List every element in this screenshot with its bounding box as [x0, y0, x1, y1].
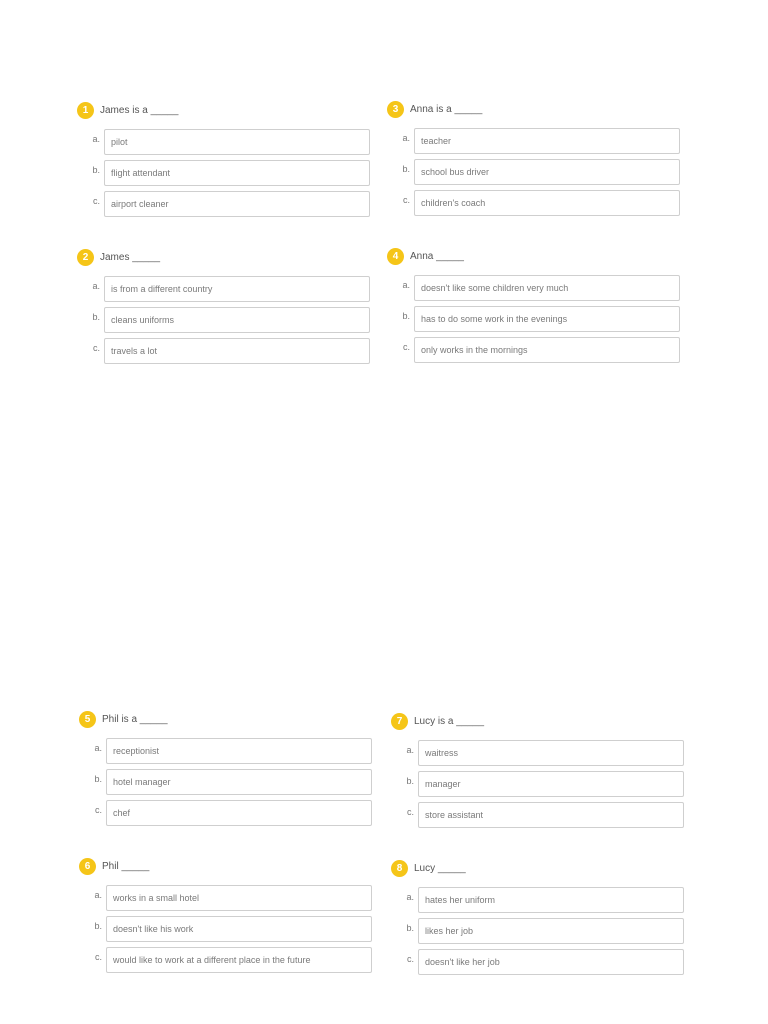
option-letter: b. [94, 774, 102, 784]
option-c[interactable] [387, 337, 680, 363]
option-letter: c. [94, 952, 102, 962]
option-c[interactable] [387, 190, 680, 216]
option-box[interactable]: pilot [104, 129, 370, 155]
option-b[interactable] [387, 159, 680, 185]
question-8 [391, 858, 684, 980]
option-letter: a. [402, 133, 410, 143]
option-c[interactable] [391, 949, 684, 975]
option-box[interactable]: store assistant [418, 802, 684, 828]
question-number-badge: 6 [79, 858, 96, 875]
option-box[interactable]: flight attendant [104, 160, 370, 186]
question-1 [77, 100, 370, 222]
option-box[interactable]: airport cleaner [104, 191, 370, 217]
option-b[interactable] [79, 916, 372, 942]
question-prompt: Anna is a _____ [410, 103, 483, 115]
option-c[interactable] [79, 947, 372, 973]
question-number-badge: 1 [77, 102, 94, 119]
option-c[interactable] [77, 338, 370, 364]
question-number-badge: 5 [79, 711, 96, 728]
option-letter: c. [94, 805, 102, 815]
option-box[interactable]: doesn't like his work [106, 916, 372, 942]
option-letter: a. [94, 743, 102, 753]
option-letter: b. [406, 923, 414, 933]
option-c[interactable] [391, 802, 684, 828]
option-a[interactable] [77, 129, 370, 155]
question-header [77, 100, 370, 120]
option-letter: a. [406, 892, 414, 902]
question-header [79, 709, 372, 729]
option-letter: b. [406, 776, 414, 786]
option-b[interactable] [391, 771, 684, 797]
question-header [391, 858, 684, 878]
question-number-badge: 8 [391, 860, 408, 877]
option-c[interactable] [77, 191, 370, 217]
question-prompt: Lucy _____ [414, 862, 466, 874]
option-letter: c. [406, 954, 414, 964]
option-box[interactable]: likes her job [418, 918, 684, 944]
option-box[interactable]: has to do some work in the evenings [414, 306, 680, 332]
option-letter: c. [406, 807, 414, 817]
question-prompt: Lucy is a _____ [414, 715, 485, 727]
question-number-badge: 4 [387, 248, 404, 265]
option-b[interactable] [387, 306, 680, 332]
question-prompt: James _____ [100, 251, 161, 263]
option-b[interactable] [77, 307, 370, 333]
question-header [387, 246, 680, 266]
question-header [391, 711, 684, 731]
option-box[interactable]: travels a lot [104, 338, 370, 364]
option-letter: b. [402, 164, 410, 174]
question-number-badge: 2 [77, 249, 94, 266]
option-a[interactable] [77, 276, 370, 302]
option-letter: a. [92, 281, 100, 291]
option-letter: a. [406, 745, 414, 755]
option-box[interactable]: waitress [418, 740, 684, 766]
option-c[interactable] [79, 800, 372, 826]
option-a[interactable] [391, 887, 684, 913]
option-box[interactable]: hates her uniform [418, 887, 684, 913]
option-box[interactable]: chef [106, 800, 372, 826]
option-box[interactable]: teacher [414, 128, 680, 154]
option-letter: c. [402, 342, 410, 352]
question-header [77, 247, 370, 267]
option-box[interactable]: doesn't like her job [418, 949, 684, 975]
option-a[interactable] [387, 128, 680, 154]
question-4 [387, 246, 680, 368]
question-prompt: James is a _____ [100, 104, 179, 116]
option-box[interactable]: hotel manager [106, 769, 372, 795]
option-a[interactable] [79, 885, 372, 911]
option-letter: a. [94, 890, 102, 900]
option-a[interactable] [387, 275, 680, 301]
question-3 [387, 99, 680, 221]
question-5 [79, 709, 372, 831]
option-box[interactable]: school bus driver [414, 159, 680, 185]
option-box[interactable]: cleans uniforms [104, 307, 370, 333]
question-header [387, 99, 680, 119]
question-2 [77, 247, 370, 369]
question-prompt: Phil _____ [102, 860, 150, 872]
option-letter: c. [92, 343, 100, 353]
option-box[interactable]: children's coach [414, 190, 680, 216]
option-b[interactable] [79, 769, 372, 795]
option-box[interactable]: receptionist [106, 738, 372, 764]
option-b[interactable] [391, 918, 684, 944]
option-letter: b. [402, 311, 410, 321]
option-letter: b. [94, 921, 102, 931]
option-letter: b. [92, 165, 100, 175]
question-header [79, 856, 372, 876]
option-a[interactable] [391, 740, 684, 766]
option-box[interactable]: doesn't like some children very much [414, 275, 680, 301]
option-letter: a. [402, 280, 410, 290]
option-letter: c. [92, 196, 100, 206]
option-box[interactable]: works in a small hotel [106, 885, 372, 911]
option-box[interactable]: manager [418, 771, 684, 797]
question-7 [391, 711, 684, 833]
option-b[interactable] [77, 160, 370, 186]
option-a[interactable] [79, 738, 372, 764]
option-letter: c. [402, 195, 410, 205]
question-number-badge: 3 [387, 101, 404, 118]
option-letter: a. [92, 134, 100, 144]
option-box[interactable]: would like to work at a different place in the future [106, 947, 372, 973]
question-prompt: Anna _____ [410, 250, 464, 262]
question-number-badge: 7 [391, 713, 408, 730]
option-box[interactable]: only works in the mornings [414, 337, 680, 363]
question-prompt: Phil is a _____ [102, 713, 168, 725]
option-letter: b. [92, 312, 100, 322]
question-6 [79, 856, 372, 978]
option-box[interactable]: is from a different country [104, 276, 370, 302]
